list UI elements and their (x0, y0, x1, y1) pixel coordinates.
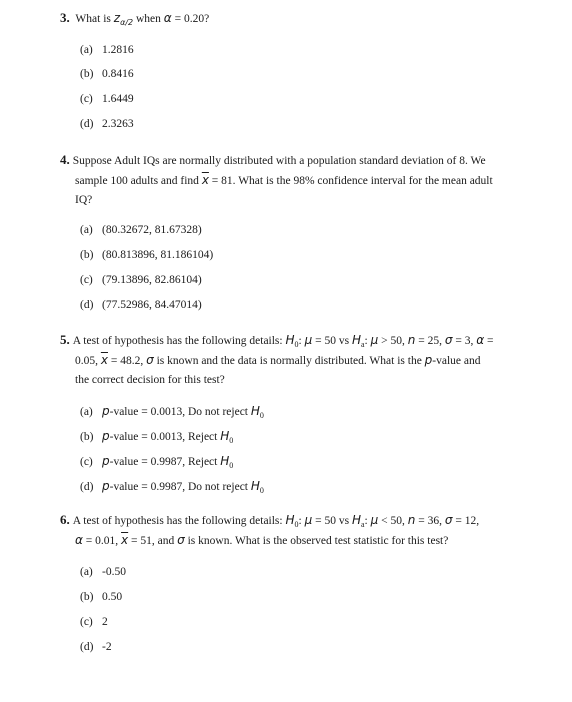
question-number: 3. (60, 10, 70, 25)
question-5: 5. A test of hypothesis has the following details: $H_0$: μ = 50 vs $H_a$: μ > 50, n = 25, σ = 3, α = 0.05, $\overline{x} = 48.2$, σ is known and the data is normally distributed. What is the p-value and the correct decision for this test? (60, 332, 494, 386)
question-number: 6. (60, 512, 70, 527)
option[interactable]: (d) (77.52986, 84.47014) (80, 299, 202, 311)
option[interactable]: (d) 2.3263 (80, 118, 134, 130)
option[interactable]: (a) (80.32672, 81.67328) (80, 224, 202, 236)
option[interactable]: (c) p-value = 0.9987, Reject $H_0$ (80, 454, 234, 470)
option[interactable]: (b) p-value = 0.0013, Reject $H_0$ (80, 429, 234, 445)
option[interactable]: (a) 1.2816 (80, 44, 134, 56)
option[interactable]: (c) 2 (80, 616, 108, 628)
option[interactable]: (a) p-value = 0.0013, Do not reject $H_0$ (80, 404, 264, 420)
question-4: 4. Suppose Adult IQs are normally distributed with a population standard deviation of 8. We sample 100 adults and find $\overline{x} = 81$. What is the 98% confidence interval for the mean adult IQ? (60, 152, 493, 206)
option[interactable]: (b) 0.50 (80, 591, 123, 603)
option[interactable]: (c) (79.13896, 82.86104) (80, 274, 202, 286)
question-number: 4. (60, 152, 70, 167)
option[interactable]: (b) (80.813896, 81.186104) (80, 249, 214, 261)
question-text: What is (75, 13, 111, 25)
question-6: 6. A test of hypothesis has the following details: $H_0$: μ = 50 vs $H_a$: μ < 50, n = 36, σ = 12, α = 0.01, $\overline{x} = 51$, and σ is known. What is the observed test statistic for this test? (60, 512, 480, 547)
option[interactable]: (d) -2 (80, 641, 112, 653)
option[interactable]: (b) 0.8416 (80, 68, 134, 80)
option[interactable]: (d) p-value = 0.9987, Do not reject $H_0$ (80, 479, 264, 495)
question-3: 3. What is $z_{\alpha/2}$ when α = 0.20? (60, 10, 210, 27)
option[interactable]: (a) -0.50 (80, 566, 126, 578)
option[interactable]: (c) 1.6449 (80, 93, 134, 105)
question-number: 5. (60, 332, 70, 347)
